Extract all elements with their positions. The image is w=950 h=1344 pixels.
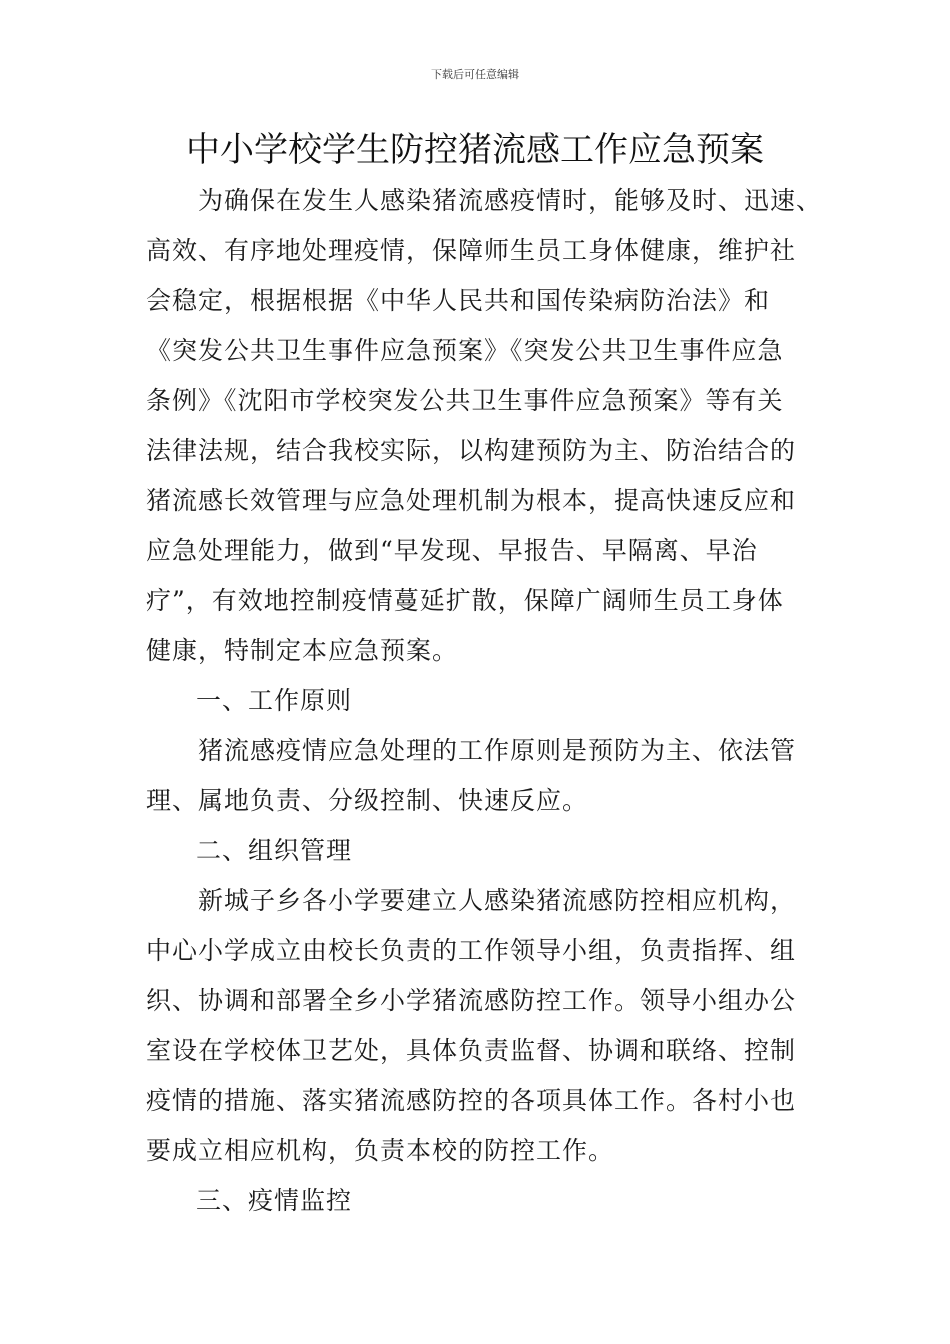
paragraph-line: 织、协调和部署全乡小学猪流感防控工作。领导小组办公 (146, 986, 797, 1015)
header-note: 下载后可任意编辑 (431, 68, 519, 81)
paragraph-line: 会稳定，根据根据《中华人民共和国传染病防治法》和 (146, 286, 771, 315)
paragraph-line: 《突发公共卫生事件应急预案》《突发公共卫生事件应急 (146, 336, 784, 365)
paragraph-line: 猪流感长效管理与应急处理机制为根本，提高快速反应和 (146, 486, 797, 515)
paragraph-line: 理、属地负责、分级控制、快速反应。 (146, 786, 589, 815)
section-heading-organization: 二、组织管理 (196, 836, 353, 865)
paragraph-line: 条例》《沈阳市学校突发公共卫生事件应急预案》等有关 (146, 386, 784, 415)
paragraph-line: 高效、有序地处理疫情，保障师生员工身体健康，维护社 (146, 236, 797, 265)
paragraph-line: 中心小学成立由校长负责的工作领导小组，负责指挥、组 (146, 936, 797, 965)
principles-paragraph (146, 726, 826, 826)
intro-paragraph (146, 176, 826, 676)
paragraph-line: 疫情的措施、落实猪流感防控的各项具体工作。各村小也 (146, 1086, 797, 1115)
paragraph-line: 猪流感疫情应急处理的工作原则是预防为主、依法管 (198, 736, 797, 765)
organization-paragraph (146, 876, 826, 1176)
paragraph-line: 法律法规，结合我校实际，以构建预防为主、防治结合的 (146, 436, 797, 465)
section-heading-monitoring: 三、疫情监控 (196, 1186, 353, 1215)
paragraph-line: 为确保在发生人感染猪流感疫情时，能够及时、迅速、 (198, 186, 823, 215)
document-body (146, 176, 826, 1226)
paragraph-line: 应急处理能力，做到“早发现、早报告、早隔离、早治 (146, 536, 758, 565)
document-title: 中小学校学生防控猪流感工作应急预案 (186, 130, 764, 170)
paragraph-line: 疗”，有效地控制疫情蔓延扩散，保障广阔师生员工身体 (146, 586, 784, 615)
paragraph-line: 室设在学校体卫艺处，具体负责监督、协调和联络、控制 (146, 1036, 797, 1065)
section-heading-principles: 一、工作原则 (196, 686, 353, 715)
paragraph-line: 要成立相应机构，负责本校的防控工作。 (146, 1136, 615, 1165)
paragraph-line: 新城子乡各小学要建立人感染猪流感防控相应机构， (198, 886, 797, 915)
paragraph-line: 健康，特制定本应急预案。 (146, 636, 459, 665)
